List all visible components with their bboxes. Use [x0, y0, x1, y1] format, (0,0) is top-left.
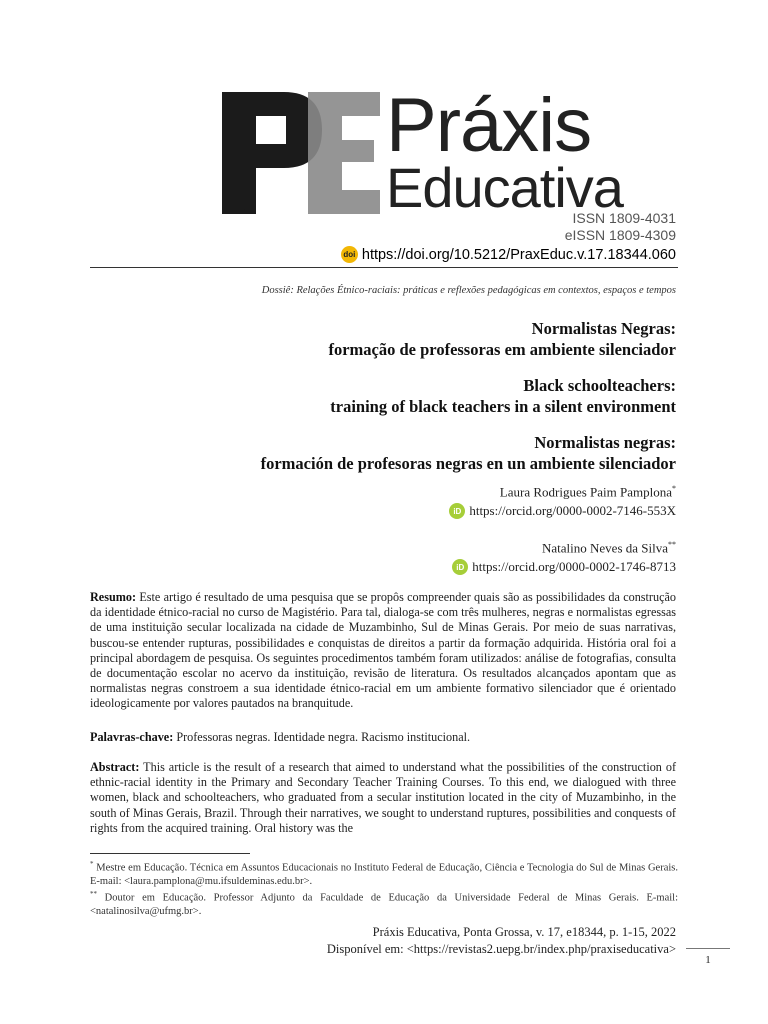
journal-title-line1: Práxis	[386, 83, 592, 168]
title-en-line2: training of black teachers in a silent environment	[330, 397, 676, 416]
author-1-orcid-link[interactable]: https://orcid.org/0000-0002-7146-553X	[469, 503, 676, 518]
footnote-divider	[90, 853, 250, 854]
author-1	[500, 484, 676, 500]
abstract-english	[90, 760, 676, 836]
eissn: eISSN 1809-4309	[564, 227, 676, 243]
footnote-1	[90, 858, 678, 889]
author-2-orcid-link[interactable]: https://orcid.org/0000-0002-1746-8713	[472, 559, 676, 574]
title-es-line2: formación de profesoras negras en un ambiente silenciador	[260, 454, 676, 473]
author-2-name: Natalino Neves da Silva	[542, 540, 668, 556]
footnote-2-mark: **	[90, 890, 97, 898]
author-1-name: Laura Rodrigues Paim Pamplona	[499, 484, 672, 500]
issn-block	[565, 210, 676, 244]
header-divider	[90, 267, 678, 268]
svg-text:PE: PE	[244, 210, 246, 211]
abstract-portuguese	[90, 590, 676, 712]
journal-title-line2: Educativa	[386, 156, 623, 219]
abstract-pt-text: Este artigo é resultado de uma pesquisa que se propôs compreender quais são as possibilidades da construção da identidade étnico-racial no curso de Magistério. Para tal, dialoga-se com três mulheres, negras e normalistas egressas de uma instituição secular localizada na cidade de Muzambinho, Sul de Minas Gerais. Por meio de suas narrativas, buscou-se entender rupturas, possibilidades e conquistas de direitos a partir da formação adquirida. História oral foi a principal abordagem de pesquisa. Os seguintes procedimentos também foram utilizados: análise de fotografias, consulta de documentação escolar no acervo da instituição, revisão de literatura. Os resultados alcançados apontam que as normalistas negras constroem a sua identidade étnico-racial em um ambiente formativo silenciador que é orientado ideologicamente por valores pautados na branquitude.	[90, 590, 677, 711]
footnote-1-text: Mestre em Educação. Técnica em Assuntos Educacionais no Instituto Federal de Educação, Ciência e Tecnologia do Sul de Minas Gerais. E-mail: <laura.pamplona@mu.ifsuldeminas.edu.br>.	[90, 862, 678, 887]
author-2	[542, 540, 676, 556]
author-2-orcid[interactable]	[452, 559, 676, 575]
title-spanish	[261, 432, 676, 474]
page-number: 1	[686, 948, 730, 966]
abstract-en-label: Abstract:	[90, 760, 140, 774]
pe-logo-mark	[222, 92, 382, 214]
title-english	[330, 375, 676, 417]
doi-icon: doi	[341, 246, 358, 263]
footnote-2-text: Doutor em Educação. Professor Adjunto da Faculdade de Educação da Universidade Federal de Minas Gerais. E-mail: <natalinosilva@ufmg.br>.	[90, 892, 678, 917]
footnote-2	[90, 888, 678, 919]
keywords-text: Professoras negras. Identidade negra. Racismo institucional.	[176, 730, 471, 744]
abstract-pt-label: Resumo:	[90, 590, 137, 604]
title-en-line1: Black schoolteachers:	[523, 376, 676, 395]
title-es-line1: Normalistas negras:	[534, 433, 676, 452]
author-1-mark: *	[672, 484, 676, 493]
title-pt-line1: Normalistas Negras:	[531, 319, 676, 338]
abstract-en-text: This article is the result of a research that aimed to understand what the possibilities of the construction of ethnic-racial identity in the Primary and Secondary Teacher Training Courses. To this end, we dialogued with three women, black and schoolteachers, who graduated from a secular institution located in the city of Muzambinho, in the south of Minas Gerais, Brazil. Through their narratives, we sought to understand ruptures, possibilities and conquests of rights from the acquired training. Oral history was the	[90, 760, 676, 835]
doi-link[interactable]	[341, 246, 676, 263]
title-portuguese	[328, 318, 676, 360]
author-1-orcid[interactable]	[449, 503, 676, 519]
footer-citation: Práxis Educativa, Ponta Grossa, v. 17, e18344, p. 1-15, 2022	[372, 925, 676, 939]
title-pt-line2: formação de professoras em ambiente silenciador	[328, 340, 676, 359]
page-footer	[327, 924, 676, 958]
issn: ISSN 1809-4031	[572, 210, 676, 226]
journal-logo	[222, 83, 678, 228]
keywords-label: Palavras-chave:	[90, 730, 174, 744]
orcid-icon: iD	[449, 503, 465, 519]
doi-url[interactable]: https://doi.org/10.5212/PraxEduc.v.17.18344.060	[361, 246, 676, 263]
keywords	[90, 730, 676, 745]
footer-available[interactable]: Disponível em: <https://revistas2.uepg.br/index.php/praxiseducativa>	[326, 942, 676, 956]
author-2-mark: **	[668, 540, 676, 549]
orcid-icon: iD	[452, 559, 468, 575]
footnote-1-mark: *	[90, 860, 94, 868]
dossie-subtitle: Dossiê: Relações Étnico-raciais: práticas e reflexões pedagógicas em contextos, espaços e tempos	[261, 285, 676, 296]
